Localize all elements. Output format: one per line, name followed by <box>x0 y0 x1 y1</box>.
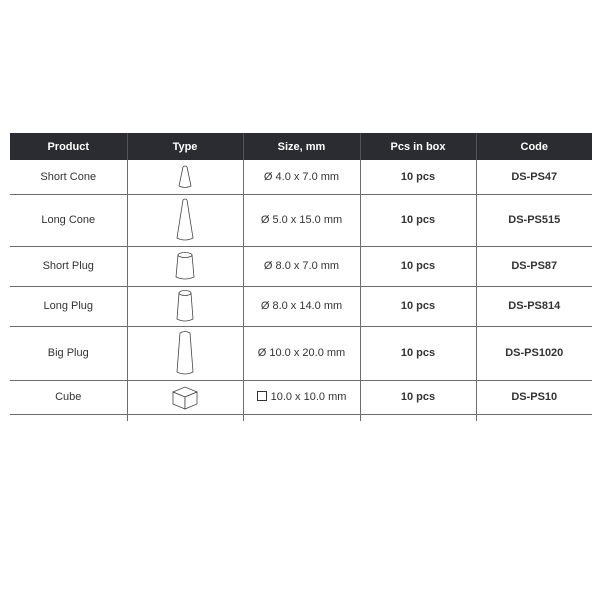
diameter-symbol: Ø <box>260 300 270 312</box>
tail-cell <box>476 414 592 421</box>
code-cell: DS-PS515 <box>476 194 592 246</box>
cube-icon <box>170 383 200 411</box>
code-cell: DS-PS47 <box>476 160 592 194</box>
diameter-symbol: Ø <box>263 260 273 272</box>
short-plug-icon <box>172 250 198 282</box>
tail-cell <box>243 414 360 421</box>
product-name: Long Plug <box>10 286 127 326</box>
table-row <box>10 194 592 246</box>
code-cell: DS-PS10 <box>476 380 592 414</box>
table-header-row <box>10 133 592 160</box>
short-cone-icon <box>175 164 195 190</box>
product-name: Short Cone <box>10 160 127 194</box>
size-value: 10.0 x 10.0 mm <box>270 391 347 403</box>
size-value: 8.0 x 7.0 mm <box>275 260 340 272</box>
header-product: Product <box>10 133 127 160</box>
size-value: 8.0 x 14.0 mm <box>272 300 343 312</box>
product-name: Short Plug <box>10 246 127 286</box>
header-pcs: Pcs in box <box>360 133 476 160</box>
pcs-cell: 10 pcs <box>360 160 476 194</box>
size-cell <box>243 246 360 286</box>
table-tail-row <box>10 414 592 421</box>
code-cell: DS-PS87 <box>476 246 592 286</box>
size-cell <box>243 286 360 326</box>
table-row <box>10 160 592 194</box>
pcs-cell: 10 pcs <box>360 194 476 246</box>
diameter-symbol: Ø <box>257 347 267 359</box>
type-cell <box>127 380 243 414</box>
header-type: Type <box>127 133 243 160</box>
table-row <box>10 246 592 286</box>
product-name: Big Plug <box>10 326 127 380</box>
size-value: 5.0 x 15.0 mm <box>272 214 343 226</box>
type-cell <box>127 246 243 286</box>
pcs-cell: 10 pcs <box>360 380 476 414</box>
long-cone-icon <box>173 197 197 243</box>
code-cell: DS-PS814 <box>476 286 592 326</box>
table-row <box>10 380 592 414</box>
size-cell <box>243 194 360 246</box>
big-plug-icon <box>171 329 199 377</box>
type-cell <box>127 194 243 246</box>
pcs-cell: 10 pcs <box>360 286 476 326</box>
product-name: Cube <box>10 380 127 414</box>
code-cell: DS-PS1020 <box>476 326 592 380</box>
product-table <box>10 133 592 421</box>
square-symbol-icon <box>257 391 267 401</box>
product-name: Long Cone <box>10 194 127 246</box>
size-cell <box>243 326 360 380</box>
size-value: 4.0 x 7.0 mm <box>275 170 340 183</box>
type-cell <box>127 326 243 380</box>
size-value: 10.0 x 20.0 mm <box>269 347 346 359</box>
long-plug-icon <box>172 288 198 324</box>
table-row <box>10 326 592 380</box>
header-size: Size, mm <box>243 133 360 160</box>
diameter-symbol: Ø <box>263 170 273 183</box>
type-cell <box>127 160 243 194</box>
tail-cell <box>10 414 127 421</box>
tail-cell <box>360 414 476 421</box>
size-cell <box>243 380 360 414</box>
type-cell <box>127 286 243 326</box>
pcs-cell: 10 pcs <box>360 246 476 286</box>
diameter-symbol: Ø <box>260 214 270 226</box>
pcs-cell: 10 pcs <box>360 326 476 380</box>
table-row <box>10 286 592 326</box>
tail-cell <box>127 414 243 421</box>
header-code: Code <box>476 133 592 160</box>
size-cell <box>243 160 360 194</box>
